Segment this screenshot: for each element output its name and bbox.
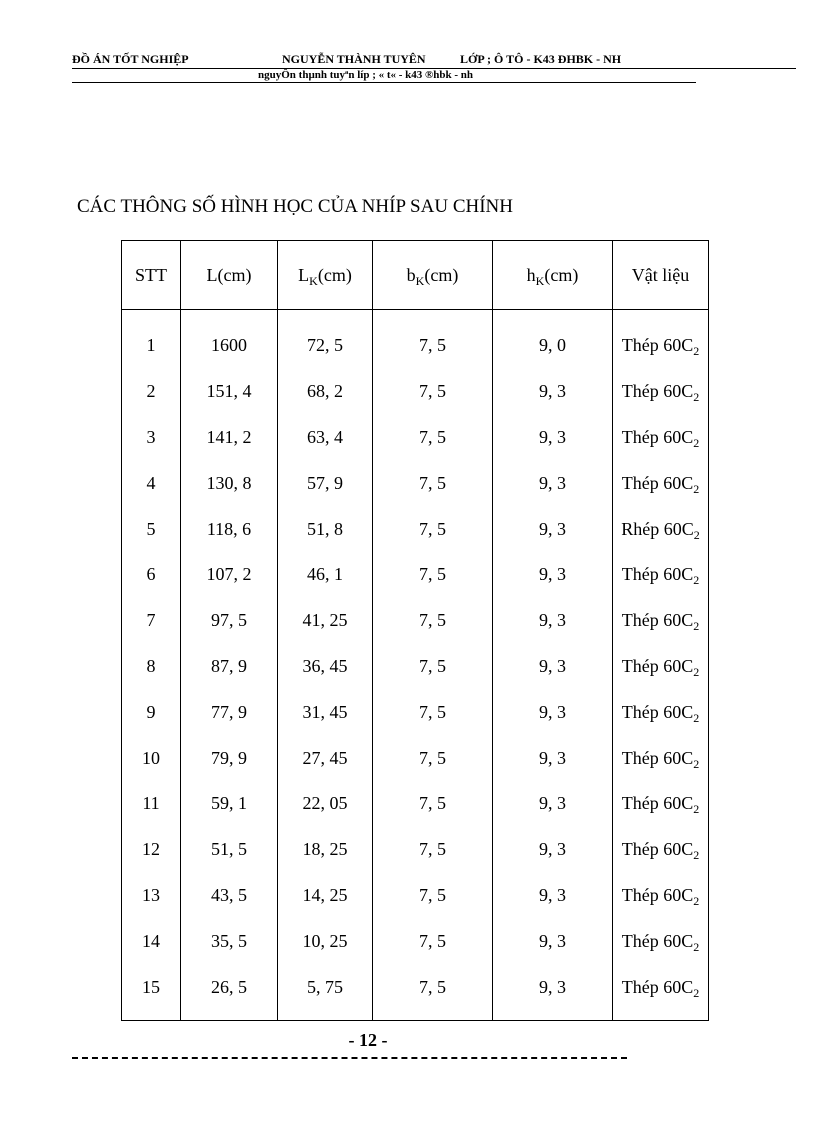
hk-cell: 9, 3 xyxy=(493,827,613,873)
lk-cell: 5, 75 xyxy=(278,964,373,1010)
material-subscript: 2 xyxy=(693,481,700,496)
material-subscript: 2 xyxy=(693,802,700,817)
bk-cell: 7, 5 xyxy=(373,827,493,873)
lk-header: $L_K(cm)$ xyxy=(278,241,373,310)
table-row xyxy=(122,369,709,415)
table-spacer-cell xyxy=(373,310,493,324)
hk-header: $h_K(cm)$ xyxy=(493,241,613,310)
material-subscript: 2 xyxy=(693,527,700,542)
stt-cell: 2 xyxy=(122,369,181,415)
hk-cell: 9, 3 xyxy=(493,460,613,506)
table-spacer-cell xyxy=(181,1010,278,1021)
lk-cell: 68, 2 xyxy=(278,369,373,415)
stt-cell: 8 xyxy=(122,644,181,690)
table-row xyxy=(122,415,709,461)
hk-cell: 9, 3 xyxy=(493,964,613,1010)
hk-cell: 9, 3 xyxy=(493,552,613,598)
bk-cell: 7, 5 xyxy=(373,506,493,552)
material-cell xyxy=(613,689,709,735)
hk-cell: 9, 3 xyxy=(493,369,613,415)
material-cell xyxy=(613,369,709,415)
lk-cell: 22, 05 xyxy=(278,781,373,827)
length-cell: 35, 5 xyxy=(181,918,278,964)
length-cell: 151, 4 xyxy=(181,369,278,415)
hk-cell: 9, 3 xyxy=(493,781,613,827)
table-row xyxy=(122,964,709,1010)
table-spacer-cell xyxy=(122,310,181,324)
table-row xyxy=(122,552,709,598)
length-cell: 59, 1 xyxy=(181,781,278,827)
length-cell: 87, 9 xyxy=(181,644,278,690)
lk-cell: 63, 4 xyxy=(278,415,373,461)
table-spacer-cell xyxy=(373,1010,493,1021)
table-spacer-cell xyxy=(122,1010,181,1021)
table-spacer-cell xyxy=(613,1010,709,1021)
material-subscript: 2 xyxy=(693,344,700,359)
table-body xyxy=(122,310,709,1021)
material-subscript: 2 xyxy=(693,619,700,634)
hk-cell: 9, 3 xyxy=(493,598,613,644)
table-row xyxy=(122,460,709,506)
bk-cell: 7, 5 xyxy=(373,689,493,735)
bk-cell: 7, 5 xyxy=(373,918,493,964)
header-class-info: LỚP ; Ô TÔ - K43 ĐHBK - NH xyxy=(460,52,622,66)
lk-cell: 31, 45 xyxy=(278,689,373,735)
material-subscript: 2 xyxy=(693,939,700,954)
spring-geometry-table xyxy=(121,240,709,1021)
material-subscript: 2 xyxy=(693,985,700,1000)
stt-cell: 12 xyxy=(122,827,181,873)
header-author: NGUYỄN THÀNH TUYÊN xyxy=(282,52,426,66)
bk-cell: 7, 5 xyxy=(373,964,493,1010)
hk-cell: 9, 3 xyxy=(493,873,613,919)
length-cell: 26, 5 xyxy=(181,964,278,1010)
hk-cell: 9, 3 xyxy=(493,918,613,964)
material-cell xyxy=(613,644,709,690)
table-row xyxy=(122,689,709,735)
lk-cell: 41, 25 xyxy=(278,598,373,644)
bk-cell: 7, 5 xyxy=(373,369,493,415)
table-spacer-row xyxy=(122,1010,709,1021)
stt-cell: 1 xyxy=(122,323,181,369)
lk-cell: 27, 45 xyxy=(278,735,373,781)
table-spacer-cell xyxy=(613,310,709,324)
table-spacer-cell xyxy=(278,1010,373,1021)
material-subscript: 2 xyxy=(693,390,700,405)
page-header xyxy=(72,51,796,69)
material-text: Thép 60C xyxy=(621,472,694,493)
length-cell: 141, 2 xyxy=(181,415,278,461)
lk-cell: 14, 25 xyxy=(278,873,373,919)
stt-cell: 6 xyxy=(122,552,181,598)
material-cell xyxy=(613,735,709,781)
table-row xyxy=(122,644,709,690)
material-subscript: 2 xyxy=(693,893,700,908)
table-spacer-cell xyxy=(181,310,278,324)
material-subscript: 2 xyxy=(693,664,700,679)
stt-cell: 13 xyxy=(122,873,181,919)
bk-cell: 7, 5 xyxy=(373,735,493,781)
length-cell: 77, 9 xyxy=(181,689,278,735)
length-cell: 79, 9 xyxy=(181,735,278,781)
bk-cell: 7, 5 xyxy=(373,598,493,644)
lk-cell: 72, 5 xyxy=(278,323,373,369)
material-text: Thép 60C xyxy=(621,381,694,402)
table-row xyxy=(122,918,709,964)
bk-cell: 7, 5 xyxy=(373,781,493,827)
table-row xyxy=(122,873,709,919)
material-cell xyxy=(613,552,709,598)
lk-cell: 36, 45 xyxy=(278,644,373,690)
bk-cell: 7, 5 xyxy=(373,644,493,690)
length-header: L(cm) xyxy=(181,241,278,310)
bk-cell: 7, 5 xyxy=(373,873,493,919)
material-cell xyxy=(613,873,709,919)
header-left-text: ĐỒ ÁN TỐT NGHIỆP xyxy=(72,52,189,66)
hk-cell: 9, 3 xyxy=(493,689,613,735)
material-cell xyxy=(613,781,709,827)
lk-cell: 57, 9 xyxy=(278,460,373,506)
lk-cell: 10, 25 xyxy=(278,918,373,964)
material-subscript: 2 xyxy=(693,848,700,863)
stt-cell: 9 xyxy=(122,689,181,735)
material-text: Thép 60C xyxy=(621,426,694,447)
hk-cell: 9, 3 xyxy=(493,506,613,552)
table-row xyxy=(122,598,709,644)
bk-cell: 7, 5 xyxy=(373,552,493,598)
material-text: Thép 60C xyxy=(621,747,694,768)
table-row xyxy=(122,781,709,827)
material-cell xyxy=(613,323,709,369)
stt-cell: 15 xyxy=(122,964,181,1010)
material-cell xyxy=(613,415,709,461)
length-cell: 43, 5 xyxy=(181,873,278,919)
hk-cell: 9, 3 xyxy=(493,644,613,690)
material-header: Vật liệu xyxy=(613,241,709,310)
material-cell xyxy=(613,598,709,644)
stt-cell: 5 xyxy=(122,506,181,552)
bk-header: $b_K(cm)$ xyxy=(373,241,493,310)
lk-cell: 18, 25 xyxy=(278,827,373,873)
table-spacer-cell xyxy=(493,310,613,324)
hk-cell: 9, 0 xyxy=(493,323,613,369)
stt-cell: 4 xyxy=(122,460,181,506)
footer-dashed-separator xyxy=(72,1057,627,1059)
bk-cell: 7, 5 xyxy=(373,323,493,369)
table-row xyxy=(122,506,709,552)
bk-cell: 7, 5 xyxy=(373,415,493,461)
stt-cell: 3 xyxy=(122,415,181,461)
hk-cell: 9, 3 xyxy=(493,415,613,461)
material-cell xyxy=(613,506,709,552)
material-subscript: 2 xyxy=(693,710,700,725)
stt-cell: 11 xyxy=(122,781,181,827)
bk-cell: 7, 5 xyxy=(373,460,493,506)
length-cell: 118, 6 xyxy=(181,506,278,552)
material-subscript: 2 xyxy=(693,573,700,588)
table-header-row xyxy=(122,241,709,310)
material-subscript: 2 xyxy=(693,435,700,450)
material-text: Thép 60C xyxy=(621,701,694,722)
length-cell: 107, 2 xyxy=(181,552,278,598)
material-text: Thép 60C xyxy=(621,610,694,631)
table-row xyxy=(122,735,709,781)
table-row xyxy=(122,323,709,369)
material-text: Thép 60C xyxy=(621,793,694,814)
material-text: Thép 60C xyxy=(621,839,694,860)
material-cell xyxy=(613,964,709,1010)
length-cell: 97, 5 xyxy=(181,598,278,644)
header-subline: nguyÔn thµnh tuyªn líp ; « t« - k43 ®hbk - nh xyxy=(258,69,474,81)
material-subscript: 2 xyxy=(693,756,700,771)
stt-cell: 7 xyxy=(122,598,181,644)
material-text: Thép 60C xyxy=(621,976,694,997)
page-number: - 12 - xyxy=(348,1030,388,1050)
section-title: CÁC THÔNG SỐ HÌNH HỌC CỦA NHÍP SAU CHÍNH xyxy=(77,196,513,217)
table-spacer-cell xyxy=(493,1010,613,1021)
lk-cell: 51, 8 xyxy=(278,506,373,552)
page-subheader xyxy=(72,69,696,83)
stt-cell: 14 xyxy=(122,918,181,964)
material-cell xyxy=(613,827,709,873)
hk-cell: 9, 3 xyxy=(493,735,613,781)
material-text: Rhép 60C xyxy=(621,518,694,539)
table-spacer-row xyxy=(122,310,709,324)
length-cell: 130, 8 xyxy=(181,460,278,506)
stt-cell: 10 xyxy=(122,735,181,781)
material-text: Thép 60C xyxy=(621,335,694,356)
table-row xyxy=(122,827,709,873)
material-text: Thép 60C xyxy=(621,564,694,585)
material-cell xyxy=(613,460,709,506)
length-cell: 1600 xyxy=(181,323,278,369)
stt-header: STT xyxy=(122,241,181,310)
table-spacer-cell xyxy=(278,310,373,324)
material-text: Thép 60C xyxy=(621,655,694,676)
lk-cell: 46, 1 xyxy=(278,552,373,598)
material-cell xyxy=(613,918,709,964)
material-text: Thép 60C xyxy=(621,884,694,905)
material-text: Thép 60C xyxy=(621,930,694,951)
length-cell: 51, 5 xyxy=(181,827,278,873)
